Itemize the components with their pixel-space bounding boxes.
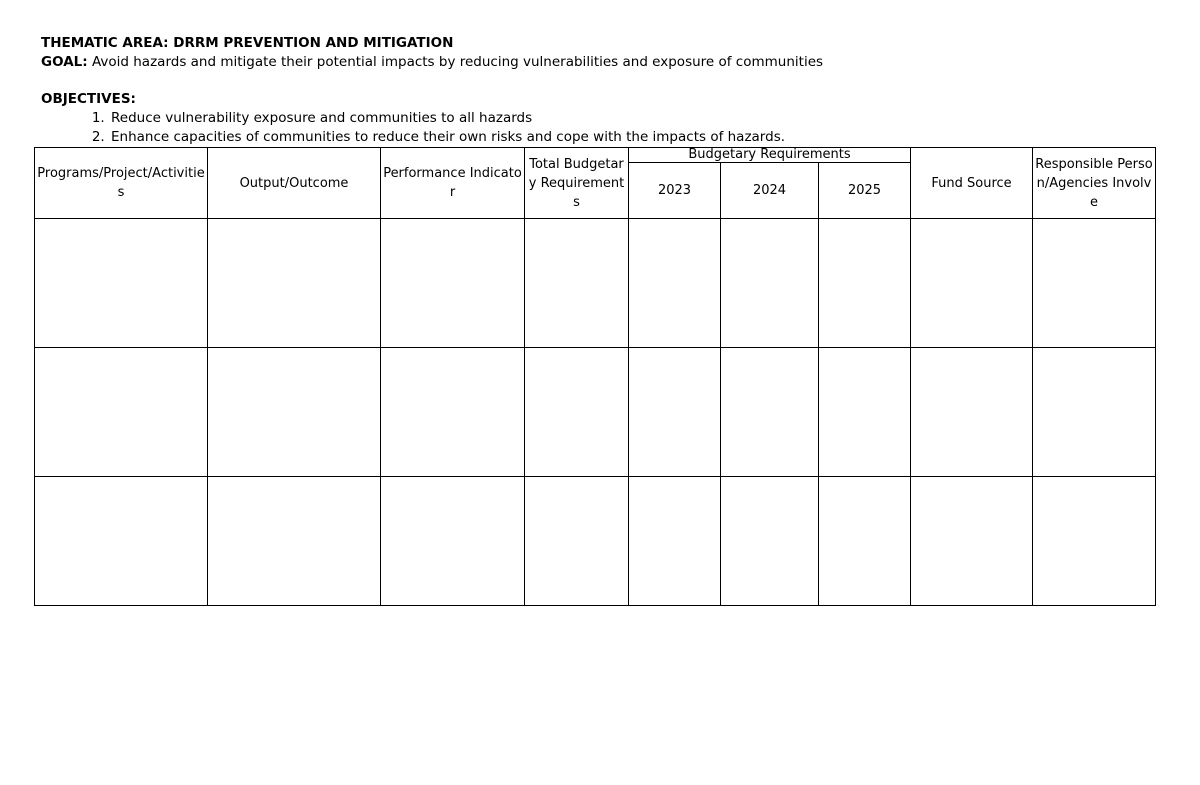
- table-cell[interactable]: [819, 477, 911, 606]
- col-header-programs: Programs/Project/Activities: [35, 148, 208, 219]
- table-row: [35, 477, 1156, 606]
- objectives-list: [41, 109, 823, 147]
- table-row: [35, 348, 1156, 477]
- header-row-top: [35, 148, 1156, 163]
- table-cell[interactable]: [721, 477, 819, 606]
- goal-line: [41, 53, 823, 72]
- table-cell[interactable]: [1033, 219, 1156, 348]
- table-row: [35, 219, 1156, 348]
- table-cell[interactable]: [35, 477, 208, 606]
- table-cell[interactable]: [381, 348, 525, 477]
- objective-item-1: 1. Reduce vulnerability exposure and communities to all hazards: [109, 109, 823, 128]
- objective-item-2: 2. Enhance capacities of communities to reduce their own risks and cope with the impacts of hazards.: [109, 128, 823, 147]
- table-cell[interactable]: [721, 348, 819, 477]
- table-cell[interactable]: [629, 219, 721, 348]
- thematic-area-title: THEMATIC AREA: DRRM PREVENTION AND MITIGATION: [41, 35, 454, 51]
- col-header-indicator: Performance Indicator: [381, 148, 525, 219]
- table-cell[interactable]: [819, 348, 911, 477]
- budget-plan-table: [34, 147, 1156, 606]
- header-spacer: [41, 72, 823, 90]
- objectives-label: OBJECTIVES:: [41, 91, 136, 107]
- col-header-year-2023: 2023: [629, 163, 721, 219]
- table-cell[interactable]: [721, 219, 819, 348]
- table-cell[interactable]: [1033, 477, 1156, 606]
- col-header-responsible: Responsible Person/Agencies Involve: [1033, 148, 1156, 219]
- table-cell[interactable]: [1033, 348, 1156, 477]
- col-header-total-budget: Total Budgetary Requirements: [525, 148, 629, 219]
- col-header-year-2025: 2025: [819, 163, 911, 219]
- document-header: [41, 34, 823, 147]
- table-cell[interactable]: [525, 219, 629, 348]
- table-cell[interactable]: [819, 219, 911, 348]
- table-cell[interactable]: [208, 348, 381, 477]
- table-cell[interactable]: [381, 477, 525, 606]
- col-header-budgetary-requirements: Budgetary Requirements: [629, 148, 911, 163]
- table-cell[interactable]: [525, 348, 629, 477]
- table-cell[interactable]: [381, 219, 525, 348]
- table-cell[interactable]: [208, 219, 381, 348]
- table-cell[interactable]: [911, 348, 1033, 477]
- table-cell[interactable]: [629, 348, 721, 477]
- col-header-output: Output/Outcome: [208, 148, 381, 219]
- table-cell[interactable]: [35, 348, 208, 477]
- table-cell[interactable]: [208, 477, 381, 606]
- col-header-year-2024: 2024: [721, 163, 819, 219]
- goal-label: GOAL:: [41, 54, 88, 70]
- goal-text: Avoid hazards and mitigate their potential impacts by reducing vulnerabilities and exposure of communities: [87, 54, 824, 70]
- col-header-fund-source: Fund Source: [911, 148, 1033, 219]
- table-cell[interactable]: [525, 477, 629, 606]
- table-cell[interactable]: [35, 219, 208, 348]
- table-cell[interactable]: [911, 219, 1033, 348]
- table-cell[interactable]: [911, 477, 1033, 606]
- table-cell[interactable]: [629, 477, 721, 606]
